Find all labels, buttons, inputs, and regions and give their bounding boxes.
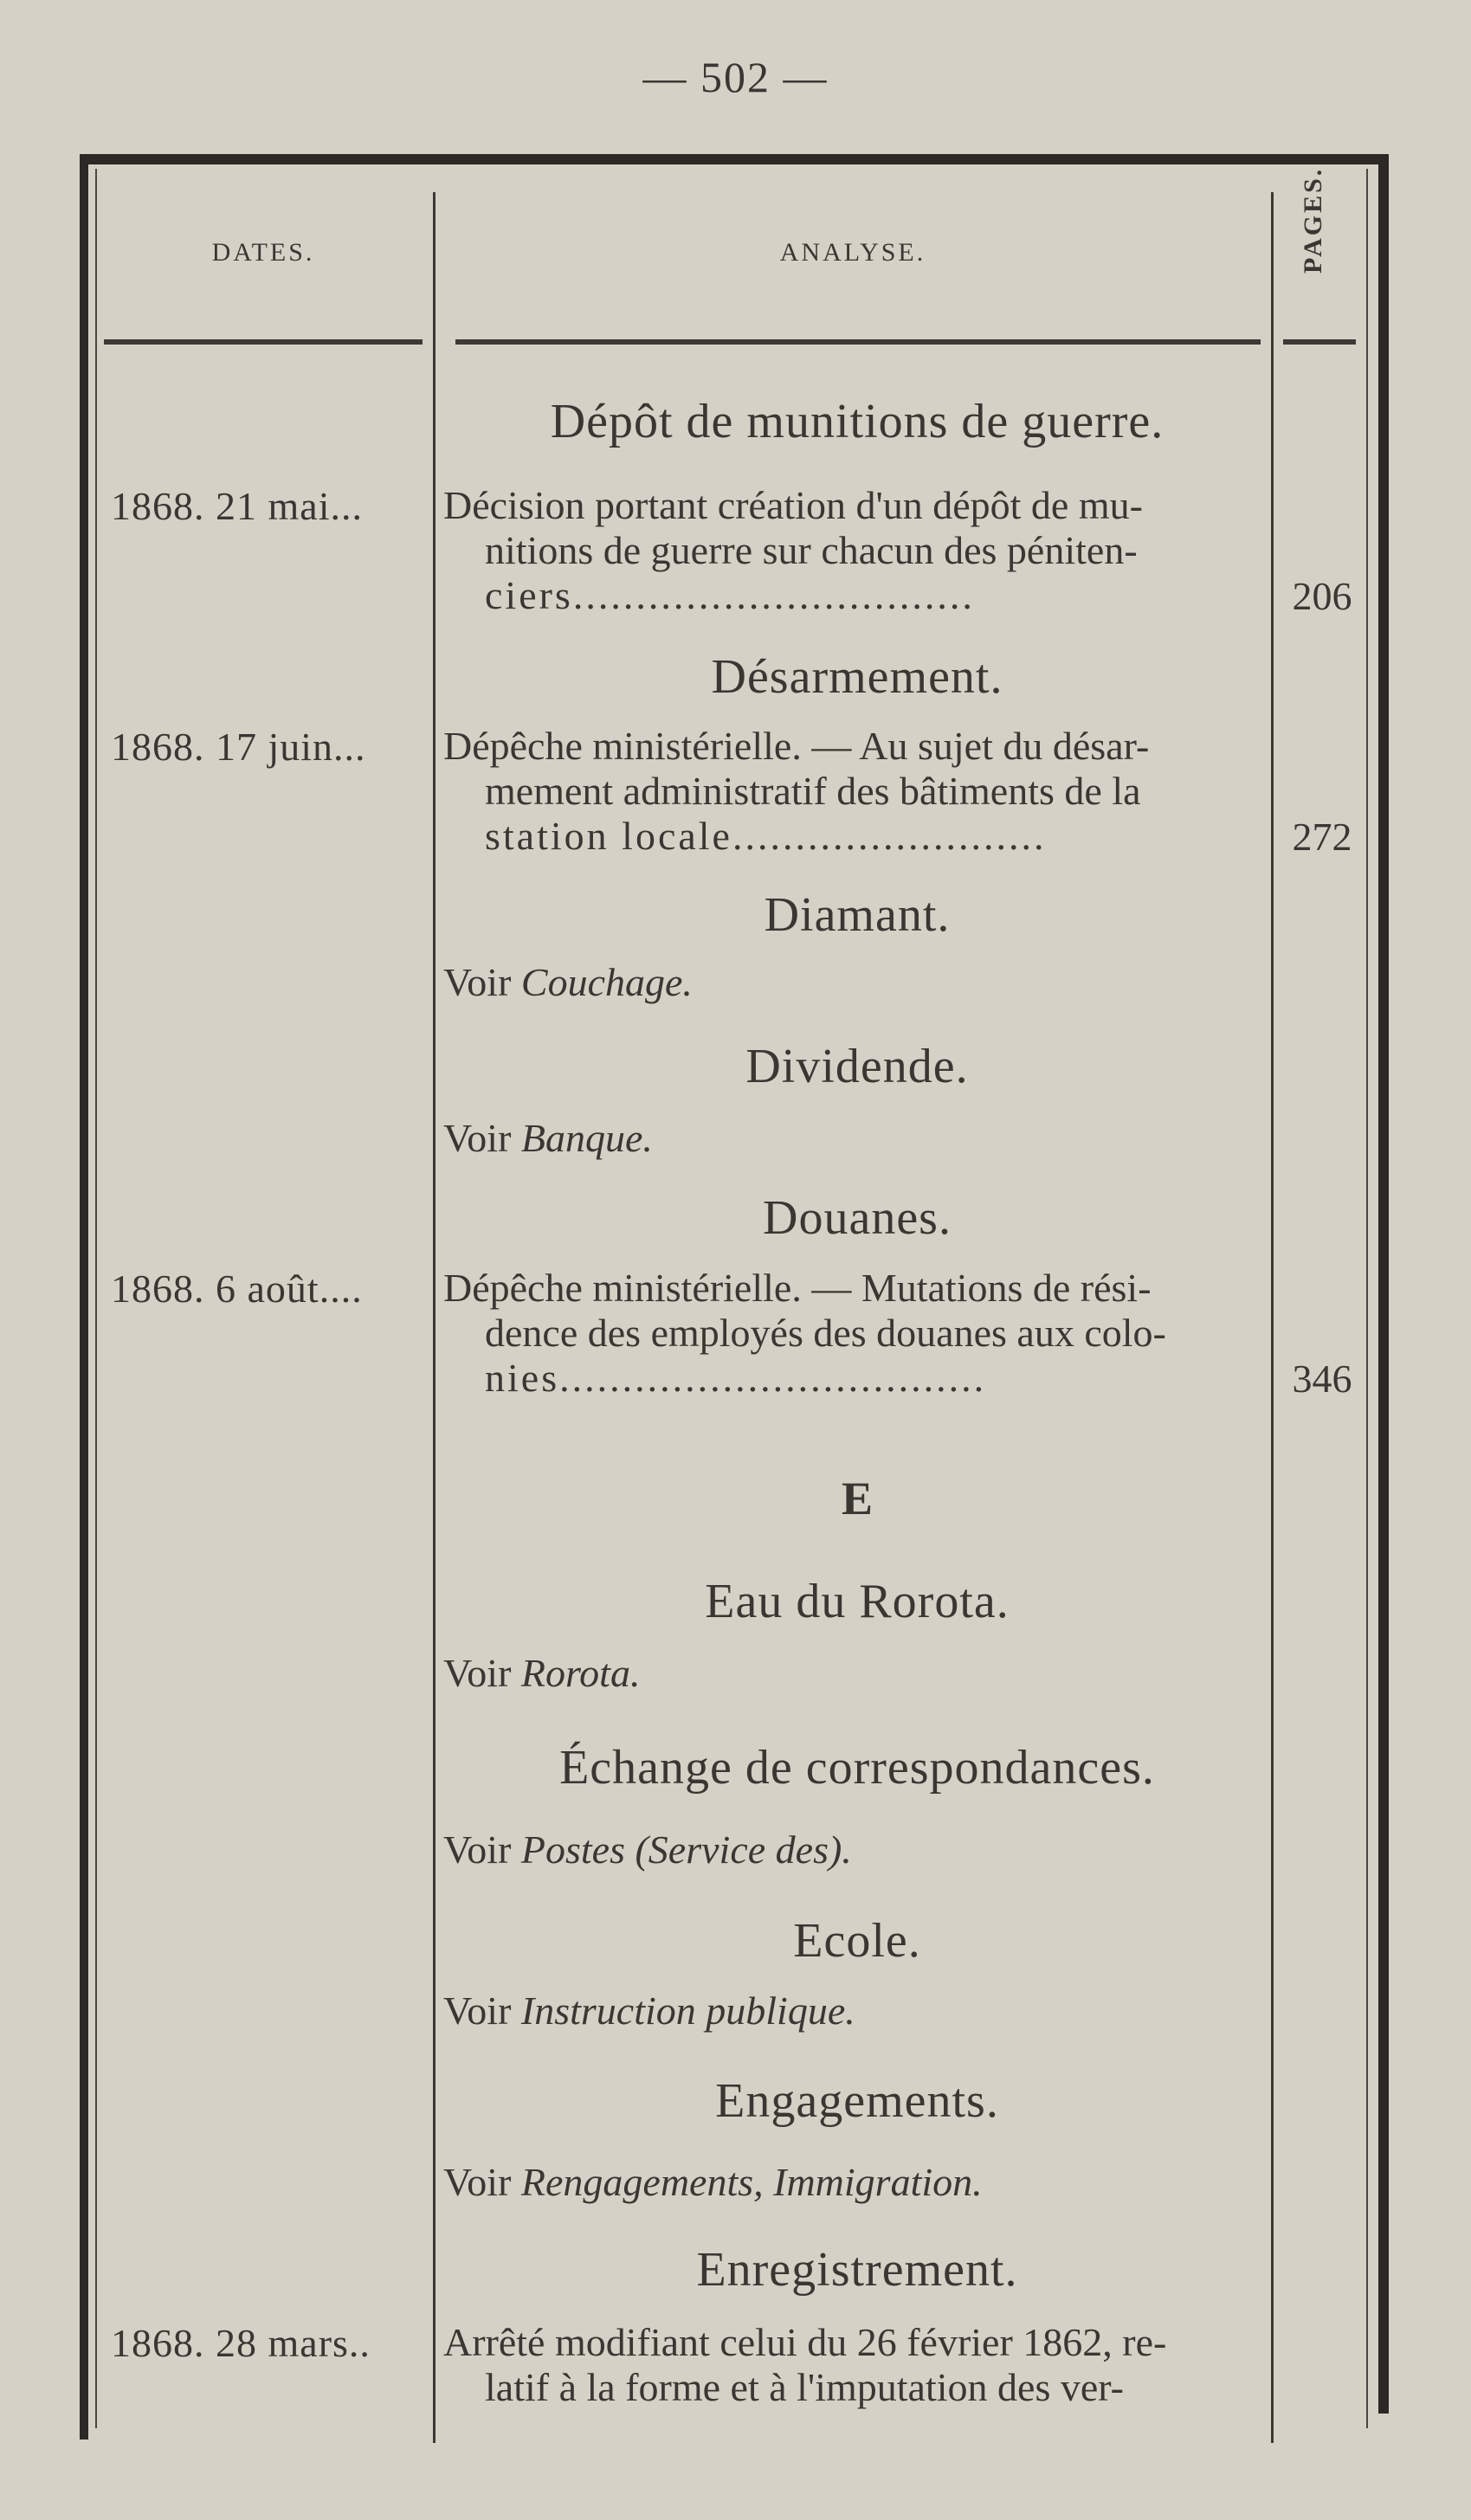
see-prefix: Voir — [443, 2160, 512, 2204]
header-rule-analyse — [455, 339, 1261, 345]
see-prefix: Voir — [443, 1988, 512, 2033]
entry-line: nies.................................. — [485, 1356, 987, 1400]
section-heading: Diamant. — [764, 888, 951, 942]
entry-text — [443, 483, 1270, 618]
see-reference — [443, 1115, 1270, 1161]
entry-page: 206 — [1292, 574, 1352, 618]
column-divider-dates — [433, 192, 435, 2443]
entry-date: 1868. 28 mars.. — [111, 2321, 371, 2365]
frame-left-border — [80, 154, 88, 2439]
entry-line: latif à la forme et à l'imputation des ver- — [485, 2365, 1124, 2409]
section-heading: Ecole. — [793, 1914, 921, 1968]
section-heading: Échange de correspondances. — [559, 1741, 1155, 1795]
alphabet-letter: E — [841, 1473, 874, 1524]
see-target: Banque. — [520, 1116, 653, 1160]
frame-right-inner-line — [1366, 169, 1368, 2428]
page-number: — 502 — — [642, 53, 829, 101]
entry-date: 1868. 17 juin... — [111, 725, 366, 769]
entry-text — [443, 2320, 1270, 2410]
see-reference — [443, 2159, 1270, 2205]
see-reference — [443, 959, 1270, 1005]
entry-line: Arrêté modifiant celui du 26 février 1862, re- — [443, 2320, 1167, 2364]
entry-line: ciers................................ — [485, 573, 975, 617]
see-target: Postes (Service des). — [520, 1827, 852, 1872]
entry-date: 1868. 6 août.... — [111, 1266, 363, 1311]
entry-line: station locale......................... — [485, 814, 1047, 858]
see-target: Instruction publique. — [520, 1988, 855, 2033]
entry-text — [443, 724, 1270, 859]
entry-line: dence des employés des douanes aux colo- — [485, 1311, 1166, 1355]
section-heading: Dépôt de munitions de guerre. — [550, 395, 1165, 448]
see-reference — [443, 1988, 1270, 2033]
entry-date: 1868. 21 mai... — [111, 484, 363, 528]
header-rule-dates — [104, 339, 423, 345]
see-prefix: Voir — [443, 1651, 512, 1695]
entry-page: 272 — [1292, 815, 1352, 859]
entry-line: Dépêche ministérielle. — Mutations de rési- — [443, 1266, 1152, 1310]
header-dates: DATES. — [211, 238, 315, 267]
header-pages: PAGES. — [1299, 166, 1327, 274]
header-analyse: ANALYSE. — [779, 238, 926, 267]
entry-line: Décision portant création d'un dépôt de mu- — [443, 483, 1143, 527]
section-heading: Eau du Rorota. — [705, 1575, 1010, 1628]
see-prefix: Voir — [443, 1827, 512, 1872]
section-heading: Engagements. — [715, 2074, 999, 2128]
see-target: Couchage. — [520, 960, 693, 1004]
entry-line: Dépêche ministérielle. — Au sujet du désar- — [443, 724, 1150, 768]
frame-top-border — [80, 154, 1389, 164]
section-heading: Enregistrement. — [696, 2243, 1018, 2297]
header-rule-pages — [1283, 339, 1356, 345]
frame-right-border — [1378, 154, 1389, 2414]
see-target: Rorota. — [520, 1651, 641, 1695]
frame-left-inner-line — [95, 169, 97, 2428]
entry-text — [443, 1266, 1270, 1401]
section-heading: Douanes. — [763, 1191, 952, 1245]
see-reference — [443, 1827, 1270, 1872]
entry-line: nitions de guerre sur chacun des péniten- — [485, 528, 1138, 572]
section-heading: Désarmement. — [711, 650, 1003, 704]
see-reference — [443, 1650, 1270, 1696]
entry-page: 346 — [1292, 1357, 1352, 1401]
see-target: Rengagements, Immigration. — [520, 2160, 983, 2204]
see-prefix: Voir — [443, 960, 512, 1004]
section-heading: Dividende. — [745, 1040, 969, 1093]
see-prefix: Voir — [443, 1116, 512, 1160]
entry-line: mement administratif des bâtiments de la — [485, 769, 1141, 813]
